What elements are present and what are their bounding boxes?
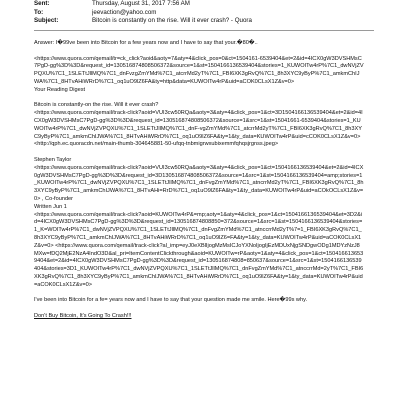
answer-line: Answer: I�99ve been into Bitcoin for a few years now and I have to say that your.�80�..	[34, 40, 258, 46]
sent-value: Thursday, August 31, 2017 7:56 AM	[92, 0, 190, 7]
to-label: To:	[34, 8, 44, 16]
answer-preview: I've been into Bitcoin for a fe= years now and I have to say that your question made me smile. Here�99s why.	[34, 297, 308, 304]
written-date: Written Jun 1	[34, 203, 67, 210]
email-body	[34, 40, 364, 328]
answer-heading-link[interactable]: Don't Buy Bitcoin, It's Going To Crash!!!	[34, 312, 132, 319]
subject-row	[34, 17, 394, 26]
sent-row	[34, 0, 394, 9]
subject-value: Bitcoin is constantly on the rise. Will it ever crash? - Quora	[92, 17, 252, 25]
author-name[interactable]: Stephen Taylor	[34, 156, 72, 163]
reading-digest-label: Your Reading Digest	[34, 86, 86, 93]
tracking-link-3[interactable]: <https://www.quora.com/qemail/track-click?aoid=VUI3cw50RQa&aoty=3&aty=4&click_pos=1&ct=1504166136539404&et=2&id=4ICX0gW3DVSHMsC7PgD-gg%3D%3D&request_id=3D130516874808506372&source=1&src=1&st=1504166136539404=amp;stories=1_KUWOITw4rP%7C1_dwNVjZVPQXU%7C1_1SLETtJllMQ%7C1_dnFvgZmYMd%7C1_atncrrMd2yT%7C1_FBI6XK3gRvQ%7C1_8h3XYC9yByP%7C1_amkmChIJWA%7C1_8HTvAHi=RrD%7C1_oq1uO9lZ6FA&ty=1&ty_data=KUWOITw4rP&uid=aCOkOCLsX1Z&v=0> , Co-founder	[34, 164, 364, 202]
header-divider	[34, 30, 374, 31]
to-row	[34, 9, 394, 18]
subject-label: Subject:	[34, 17, 59, 25]
to-value: jeevaction@yahoo.com	[92, 8, 157, 16]
email-header	[34, 0, 394, 26]
tracking-link-4[interactable]: <https://www.quora.com/qemail/track-click?aoid=KUWOITw4rP&=mp;aoty=1&aty=4&click_pos=1&ct=1504166136539404&et=3D2&id=4ICX0gW3DVSHMsC7PgD-gg%3D%3D&request_id=130516874808850=372&source=1&src=1&st=1504166136539404&stories=1_K=WOITw4rP%7C1_dwNVjZVPQXU%7C1_1SLETtJllMQ%7C1_dnFvgZmYMd%7C1_atnccrrMd2yT%7=1_FBI6XK3gRvQ%7C1_8h3XYC9yByP%7C1_amkmChIJWA%7C1_8HTvAHiWRrD%7C1_oq1uO9lZ6=FA&ty=1&ty_data=KUWOITw4rP&uid=aCOK0CLsX1Z&v=0> <https://www.quora.com/qemail/track-click?al_imp=eyJ0eXBlIjogMzMsICJoYXNoIjogIjEzMDUxNjgSNDgwODg1MDYzNzJ8MXw=fDQ2MjE2NzA4IndO3D&al_pri=ItemContentClickthrough&aoid=KUWOITw=rP&aoty=1&aty=4&click_pos=1&ct=1504166136539404&et=2&id=4ICX0gW3DVSHMsC7PgD-gg%3D%3D&request_id=130516874808=850637&source=1&src=1&st=1504166136539404&stories=3D1_KUWOITw4rP%7C1_dwNVjZVPQXU%7C1_1SLETtJllMQ%7C1_dnFvgZmYMd%7C1_atnccrrMd=2yT%7C1_FBI6XK3gRvQ%7C1_8h3XYC9yByP%7C1_amkmChIJWA%7C1_8HTvAHiWRrD%7C1_oq1uO9lZ6FA&ty=1&ty_data=KUWOITw4rP&uid=aCOK0CLsX1Z&v=0>	[34, 211, 364, 288]
tracking-link-1[interactable]: <https://www.quora.com/qemail/tr=ck_click?aoid&aoty=7&aty=4&click_pos=0&ct=1504161-6539404&et=2&id=4ICX0gW3DVSHMsC7PgD-gg%3D%3D&request_id=130516874808506372&source=1&st=1504166136539404&stories=1_KUWOITw4rP%7C1_dwNVjZVPQXU%7C1_1SLETtJllMQ%7C1_dnFvzgZmYMd%7C1_atcrrMd2yT%7C1_FBI6XK3gRvQ%7C1_8h3XYC9yByP%7C1_amkmChIJWA%7C1_8HTvAHiWRrD%7C1_oq1uO9lZ6FA&ty=http&data=KUWOITw4rP&uid=aCOK0CLsX1Z&v=0>	[34, 55, 364, 85]
question-title[interactable]: Bitcoin is constantly-on the rise. Will it ever crash?	[34, 102, 159, 109]
sent-label: Sent:	[34, 0, 50, 7]
tracking-link-2[interactable]: <https://www.quora.com/qemail/track-click?aoid=VUI3cw50RQa&aoty=3&aty=4&click_pos=1&ct=3D1504166136539404&et=2&id=4ICX0gW3DVSHMsC7PgD-gg%3D%3D&request_id=130516874808506372&source=1&src=1&st=15041661-6539404&stories=1_KUWOITw4rP%7C1_dwNVjZVPQXU%7C1_1SLETtJllMQ%7C1_dnF-vgZmYMd%7C1_atcrrMd2yT%7C1_FBI6XK3gRvQ%7C1_8h3XYC9yByP%7C1_amkmChIJWA%7C1_8HTvAHiWRrD%7C1_oq1uO9lZ6FA&ty=1&ty_data=KUWOITw4rP&uid=cCOK0CLsX1Z&v=0> <http://qph.ec.quoracdn.net/main-thumb-304645881-50-ufqq-tnbmigrwxubixemmfqhqsjrgnss.jpeg>	[34, 110, 363, 148]
